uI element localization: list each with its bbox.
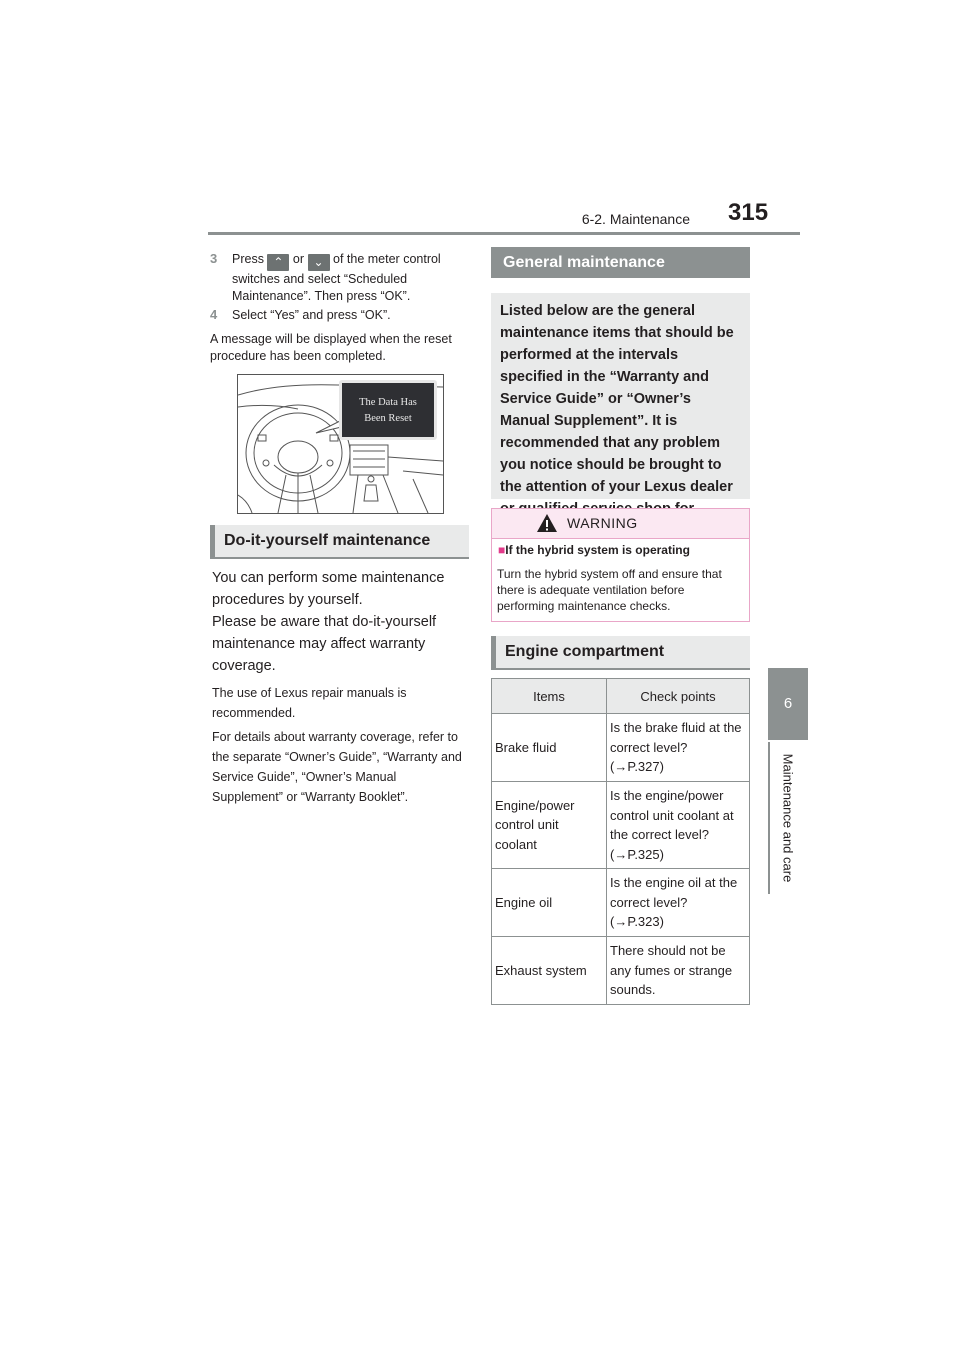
table-cell-check: Is the engine/power control unit coolant at the correct level? (→P.325) — [607, 782, 750, 869]
warning-header — [492, 509, 749, 539]
warning-title: WARNING — [567, 515, 638, 531]
table-cell-item: Exhaust system — [492, 937, 607, 1005]
page-ref: (→P.323) — [610, 914, 664, 930]
chapter-tab-label: Maintenance and care — [780, 753, 796, 883]
step-number: 3 — [210, 251, 218, 266]
engine-compartment-table — [491, 678, 750, 1005]
table-cell-item: Brake fluid — [492, 714, 607, 782]
table-row — [492, 714, 750, 782]
header-rule — [208, 232, 800, 235]
chapter-tab-number: 6 — [768, 668, 808, 740]
step-text-after: of the meter control switches and select “Scheduled Maintenance”. Then press “OK”. — [232, 252, 441, 303]
diy-note-2: For details about warranty coverage, refer to the separate “Owner’s Guide”, “Warranty and Service Guide”, “Owner’s Manual Supplement” or “Warranty Booklet”. — [212, 730, 462, 804]
table-header-row — [492, 679, 750, 714]
warning-body: Turn the hybrid system off and ensure that there is adequate ventilation before performing maintenance checks. — [497, 567, 722, 613]
display-line-2: Been Reset — [364, 413, 412, 424]
table-cell-check: Is the engine oil at the correct level? (→P.323) — [607, 869, 750, 937]
step-text-mid: or — [292, 252, 305, 266]
step-3 — [210, 251, 470, 304]
table-cell-item: Engine/power control unit coolant — [492, 782, 607, 869]
engine-compartment-title: Engine compartment — [491, 636, 750, 670]
table-header-items: Items — [492, 679, 607, 714]
reset-note: A message will be displayed when the reset procedure has been completed. — [210, 332, 452, 363]
table-row — [492, 782, 750, 869]
down-arrow-icon: ⌄ — [308, 254, 330, 271]
page-number: 315 — [728, 199, 769, 226]
square-bullet-icon: ■ — [498, 543, 506, 557]
table-row — [492, 937, 750, 1005]
table-cell-check: There should not be any fumes or strange sounds. — [607, 937, 750, 1005]
general-maintenance-body: Listed below are the general maintenance items that should be performed at the intervals specified in the “Warranty and Service Guide” or “Owner’s Manual Supplement”. It is recommended that any problem you notice should be brought to the attention of your Lexus dealer — [500, 303, 734, 495]
step-4 — [210, 307, 470, 324]
table-row — [492, 869, 750, 937]
table-cell-check: Is the brake fluid at the correct level? (→P.327) — [607, 714, 750, 782]
step-number: 4 — [210, 307, 218, 322]
warning-subtitle: ■If the hybrid system is operating — [498, 543, 690, 557]
diy-para-1: You can perform some maintenance procedures by yourself. — [212, 570, 445, 608]
step-text-before: Press — [232, 252, 264, 266]
diy-note-1: The use of Lexus repair manuals is recommended. — [212, 686, 407, 720]
diy-para-2: Please be aware that do-it-yourself maintenance may affect warranty coverage. — [212, 614, 437, 674]
general-maintenance-title: General maintenance — [491, 247, 750, 278]
table-header-check-points: Check points — [607, 679, 750, 714]
chapter-tab-line — [768, 742, 770, 894]
up-arrow-icon: ⌃ — [267, 254, 289, 271]
meter-display-message — [339, 380, 437, 440]
display-line-1: The Data Has — [359, 397, 417, 408]
general-maintenance-box — [491, 293, 750, 499]
page-ref: (→P.325) — [610, 846, 664, 862]
step-text: Select “Yes” and press “OK”. — [232, 308, 391, 322]
page-ref: (→P.327) — [610, 759, 664, 775]
table-cell-item: Engine oil — [492, 869, 607, 937]
warning-box — [491, 508, 750, 622]
section-title: 6-2. Maintenance — [581, 211, 690, 227]
warning-triangle-icon — [536, 513, 558, 533]
diy-section-title: Do-it-yourself maintenance — [210, 525, 469, 559]
